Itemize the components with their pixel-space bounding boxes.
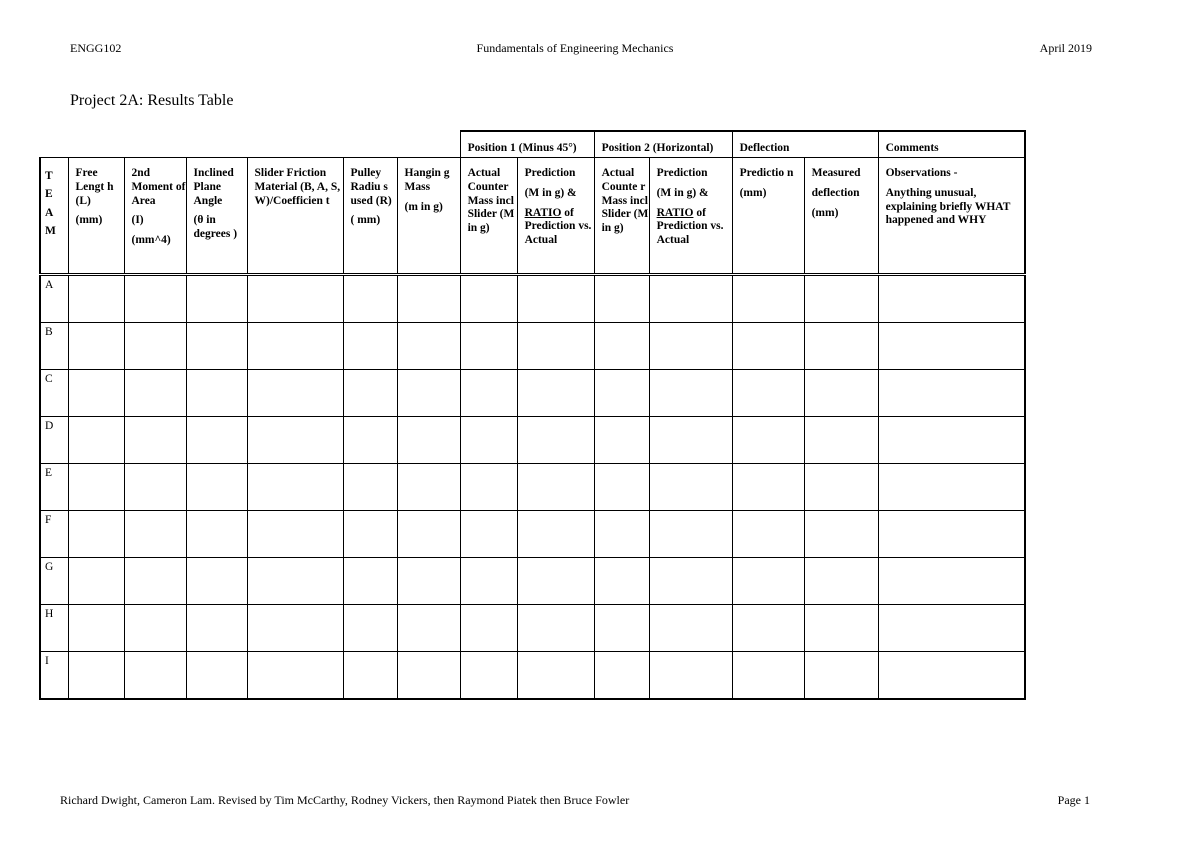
result-cell[interactable] xyxy=(649,417,732,464)
measured-label: Measured xyxy=(811,167,861,179)
team-rows xyxy=(40,275,1025,700)
team-letter-t: T xyxy=(45,170,53,182)
result-cell[interactable] xyxy=(247,652,343,700)
result-cell[interactable] xyxy=(343,370,397,417)
column-header-second-moment xyxy=(124,158,186,275)
result-cell[interactable] xyxy=(247,370,343,417)
result-cell[interactable] xyxy=(804,323,878,370)
course-code: ENGG102 xyxy=(70,41,122,55)
result-cell[interactable] xyxy=(878,605,1025,652)
result-cell[interactable] xyxy=(68,464,124,511)
measured-deflection-label: deflection xyxy=(811,186,860,199)
result-cell[interactable] xyxy=(460,558,517,605)
team-label: F xyxy=(40,511,68,558)
result-cell[interactable] xyxy=(186,275,247,323)
p2-ratio-desc: of Prediction vs. Actual xyxy=(656,206,724,247)
column-header-p2-prediction xyxy=(649,158,732,275)
result-cell[interactable] xyxy=(343,652,397,700)
column-header-free-length xyxy=(68,158,124,275)
result-cell[interactable] xyxy=(68,652,124,700)
result-cell[interactable] xyxy=(124,275,186,323)
result-cell[interactable] xyxy=(124,464,186,511)
comments-instructions: Anything unusual, explaining briefly WHAT happened and WHY xyxy=(885,186,1011,227)
result-cell[interactable] xyxy=(247,605,343,652)
table-row xyxy=(40,275,1025,323)
result-cell[interactable] xyxy=(186,605,247,652)
result-cell[interactable] xyxy=(732,464,804,511)
result-cell[interactable] xyxy=(594,464,649,511)
result-cell[interactable] xyxy=(517,275,594,323)
result-cell[interactable] xyxy=(517,605,594,652)
result-cell[interactable] xyxy=(68,417,124,464)
column-header-measured-deflection xyxy=(804,158,878,275)
column-header-team xyxy=(40,158,68,275)
group-header-position1: Position 1 (Minus 45°) xyxy=(460,131,594,158)
result-cell[interactable] xyxy=(649,370,732,417)
team-letter-a: A xyxy=(45,206,54,219)
result-cell[interactable] xyxy=(124,370,186,417)
result-cell[interactable] xyxy=(732,370,804,417)
result-cell[interactable] xyxy=(460,275,517,323)
result-cell[interactable] xyxy=(397,464,460,511)
result-cell[interactable] xyxy=(517,417,594,464)
result-cell[interactable] xyxy=(732,558,804,605)
team-label: I xyxy=(40,652,68,700)
result-cell[interactable] xyxy=(124,605,186,652)
second-moment-unit: (mm^4) xyxy=(131,234,171,247)
result-cell[interactable] xyxy=(343,464,397,511)
result-cell[interactable] xyxy=(878,275,1025,323)
result-cell[interactable] xyxy=(878,370,1025,417)
result-cell[interactable] xyxy=(247,511,343,558)
result-cell[interactable] xyxy=(649,511,732,558)
team-label: B xyxy=(40,323,68,370)
result-cell[interactable] xyxy=(594,605,649,652)
p1-ratio-desc: of Prediction vs. Actual xyxy=(524,206,592,247)
result-cell[interactable] xyxy=(804,464,878,511)
result-cell[interactable] xyxy=(343,323,397,370)
result-cell[interactable] xyxy=(397,652,460,700)
result-cell[interactable] xyxy=(186,511,247,558)
p2-prediction-unit: (M in g) & xyxy=(656,186,709,199)
column-header-comments xyxy=(878,158,1025,275)
result-cell[interactable] xyxy=(124,323,186,370)
result-cell[interactable] xyxy=(517,511,594,558)
result-cell[interactable] xyxy=(68,370,124,417)
result-cell[interactable] xyxy=(247,558,343,605)
result-cell[interactable] xyxy=(878,323,1025,370)
course-name: Fundamentals of Engineering Mechanics xyxy=(476,41,674,55)
column-header-p1-actual xyxy=(460,158,517,275)
result-cell[interactable] xyxy=(124,511,186,558)
result-cell[interactable] xyxy=(804,275,878,323)
result-cell[interactable] xyxy=(594,370,649,417)
column-header-p2-actual xyxy=(594,158,649,275)
result-cell[interactable] xyxy=(460,511,517,558)
group-header-comments: Comments xyxy=(878,131,1025,158)
hanging-mass-unit: (m in g) xyxy=(404,200,443,213)
result-cell[interactable] xyxy=(732,652,804,700)
table-row xyxy=(40,558,1025,605)
pulley-label: Pulley Radiu s used (R) xyxy=(350,167,392,207)
result-cell[interactable] xyxy=(68,275,124,323)
slider-label: Slider Friction Material (B, A, S, W)/Coefficien t xyxy=(254,167,341,207)
footer-authors: Richard Dwight, Cameron Lam. Revised by Tim McCarthy, Rodney Vickers, then Raymond Piatek then Bruce Fowler xyxy=(60,793,630,807)
column-header-pulley xyxy=(343,158,397,275)
result-cell[interactable] xyxy=(343,511,397,558)
result-cell[interactable] xyxy=(878,558,1025,605)
result-cell[interactable] xyxy=(732,275,804,323)
second-moment-label: 2nd Moment of Area xyxy=(131,167,186,207)
team-label: C xyxy=(40,370,68,417)
result-cell[interactable] xyxy=(460,652,517,700)
result-cell[interactable] xyxy=(878,417,1025,464)
pulley-unit: ( mm) xyxy=(350,214,381,227)
result-cell[interactable] xyxy=(732,605,804,652)
result-cell[interactable] xyxy=(594,417,649,464)
result-cell[interactable] xyxy=(397,323,460,370)
result-cell[interactable] xyxy=(247,275,343,323)
table-row xyxy=(40,652,1025,700)
p1-prediction-unit: (M in g) & xyxy=(524,186,577,199)
result-cell[interactable] xyxy=(343,558,397,605)
result-cell[interactable] xyxy=(186,323,247,370)
result-cell[interactable] xyxy=(186,464,247,511)
result-cell[interactable] xyxy=(397,370,460,417)
result-cell[interactable] xyxy=(186,652,247,700)
result-cell[interactable] xyxy=(594,652,649,700)
result-cell[interactable] xyxy=(804,511,878,558)
column-header-slider xyxy=(247,158,343,275)
result-cell[interactable] xyxy=(649,323,732,370)
incline-label: Inclined Plane Angle xyxy=(193,167,234,207)
result-cell[interactable] xyxy=(878,511,1025,558)
results-table xyxy=(39,130,1026,700)
result-cell[interactable] xyxy=(124,652,186,700)
result-cell[interactable] xyxy=(68,323,124,370)
deflection-prediction-label: Predictio n xyxy=(739,167,794,179)
result-cell[interactable] xyxy=(186,370,247,417)
table-row xyxy=(40,511,1025,558)
page-title: Project 2A: Results Table xyxy=(70,92,234,109)
result-cell[interactable] xyxy=(517,370,594,417)
result-cell[interactable] xyxy=(517,323,594,370)
result-cell[interactable] xyxy=(594,323,649,370)
footer-page-number: Page 1 xyxy=(1057,793,1090,807)
result-cell[interactable] xyxy=(594,558,649,605)
p1-actual-label: Actual Counter Mass incl Slider (M in g) xyxy=(467,167,515,235)
result-cell[interactable] xyxy=(124,417,186,464)
p2-actual-label: Actual Counte r Mass incl Slider (M in g) xyxy=(601,167,649,235)
result-cell[interactable] xyxy=(460,417,517,464)
result-cell[interactable] xyxy=(804,558,878,605)
result-cell[interactable] xyxy=(649,558,732,605)
table-row xyxy=(40,464,1025,511)
team-letter-m: M xyxy=(45,225,56,238)
column-header-incline xyxy=(186,158,247,275)
deflection-prediction-unit: (mm) xyxy=(739,186,767,199)
result-cell[interactable] xyxy=(186,417,247,464)
result-cell[interactable] xyxy=(804,652,878,700)
result-cell[interactable] xyxy=(247,417,343,464)
result-cell[interactable] xyxy=(517,558,594,605)
result-cell[interactable] xyxy=(460,370,517,417)
result-cell[interactable] xyxy=(247,323,343,370)
result-cell[interactable] xyxy=(460,464,517,511)
result-cell[interactable] xyxy=(343,417,397,464)
result-cell[interactable] xyxy=(68,511,124,558)
measured-unit: (mm) xyxy=(811,206,839,219)
result-cell[interactable] xyxy=(804,417,878,464)
result-cell[interactable] xyxy=(186,558,247,605)
team-label: D xyxy=(40,417,68,464)
table-row xyxy=(40,323,1025,370)
group-header-position2: Position 2 (Horizontal) xyxy=(594,131,732,158)
group-header-deflection: Deflection xyxy=(732,131,878,158)
result-cell[interactable] xyxy=(124,558,186,605)
result-cell[interactable] xyxy=(594,275,649,323)
result-cell[interactable] xyxy=(247,464,343,511)
result-cell[interactable] xyxy=(878,652,1025,700)
result-cell[interactable] xyxy=(732,511,804,558)
team-label: A xyxy=(40,275,68,323)
result-cell[interactable] xyxy=(732,323,804,370)
team-label: H xyxy=(40,605,68,652)
table-row xyxy=(40,370,1025,417)
result-cell[interactable] xyxy=(594,511,649,558)
free-length-unit: (mm) xyxy=(75,214,103,227)
team-letter-e: E xyxy=(45,188,53,201)
column-header-hanging-mass xyxy=(397,158,460,275)
p1-ratio-label: RATIO xyxy=(524,206,562,219)
column-header-p1-prediction xyxy=(517,158,594,275)
result-cell[interactable] xyxy=(397,417,460,464)
result-cell[interactable] xyxy=(397,511,460,558)
team-label: G xyxy=(40,558,68,605)
result-cell[interactable] xyxy=(517,464,594,511)
table-row xyxy=(40,605,1025,652)
result-cell[interactable] xyxy=(649,652,732,700)
free-length-label: Free Lengt h (L) xyxy=(75,167,114,207)
header-spacer xyxy=(40,131,460,158)
result-cell[interactable] xyxy=(343,275,397,323)
p2-prediction-label: Prediction xyxy=(656,167,708,179)
result-cell[interactable] xyxy=(397,558,460,605)
column-header-deflection-prediction xyxy=(732,158,804,275)
result-cell[interactable] xyxy=(649,464,732,511)
second-moment-symbol: (I) xyxy=(131,214,144,227)
result-cell[interactable] xyxy=(397,275,460,323)
result-cell[interactable] xyxy=(878,464,1025,511)
table-row xyxy=(40,417,1025,464)
result-cell[interactable] xyxy=(68,605,124,652)
hanging-mass-label: Hangin g Mass xyxy=(404,167,450,193)
result-cell[interactable] xyxy=(343,605,397,652)
result-cell[interactable] xyxy=(517,652,594,700)
p1-prediction-label: Prediction xyxy=(524,167,576,179)
result-cell[interactable] xyxy=(732,417,804,464)
incline-unit: (θ in degrees ) xyxy=(193,214,238,241)
document-date: April 2019 xyxy=(1039,41,1092,55)
result-cell[interactable] xyxy=(460,605,517,652)
p2-ratio-label: RATIO xyxy=(656,206,694,219)
result-cell[interactable] xyxy=(649,275,732,323)
result-cell[interactable] xyxy=(649,605,732,652)
team-label: E xyxy=(40,464,68,511)
result-cell[interactable] xyxy=(804,605,878,652)
result-cell[interactable] xyxy=(460,323,517,370)
result-cell[interactable] xyxy=(68,558,124,605)
result-cell[interactable] xyxy=(397,605,460,652)
comments-observations-label: Observations - xyxy=(885,167,958,179)
result-cell[interactable] xyxy=(804,370,878,417)
